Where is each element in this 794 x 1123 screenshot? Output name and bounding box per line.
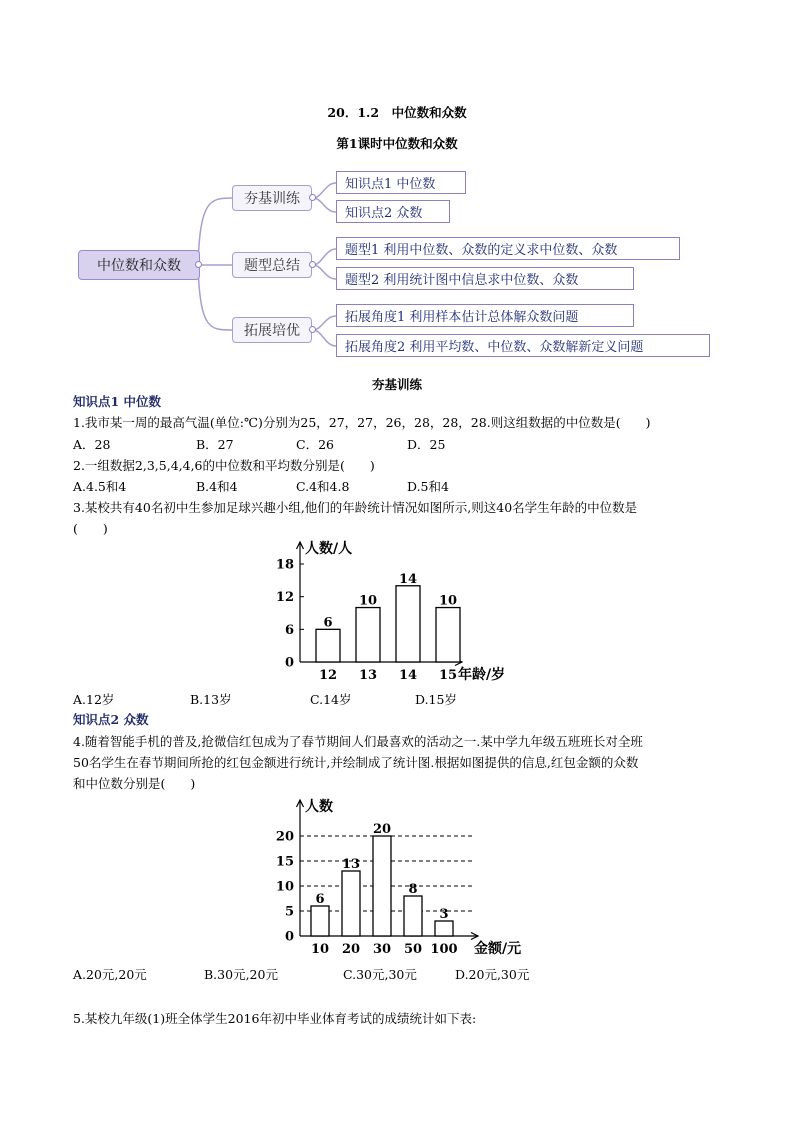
bar <box>356 608 380 662</box>
x-tick-label: 14 <box>398 668 418 683</box>
y-axis-label: 人数/人 <box>305 541 353 557</box>
y-tick-label: 20 <box>275 829 294 845</box>
branch-type-summary: 题型总结 <box>232 252 312 278</box>
q3-option-a[interactable]: A.12岁 <box>73 692 115 707</box>
x-tick-label: 15 <box>438 668 458 683</box>
x-tick-label: 50 <box>403 942 423 957</box>
y-tick-label: 18 <box>275 557 294 573</box>
q2-option-c[interactable]: C.4和4.8 <box>296 479 350 494</box>
y-tick-label: 0 <box>284 929 294 945</box>
x-tick-label: 10 <box>310 942 330 957</box>
bar-value-label: 10 <box>438 593 458 609</box>
q4-option-a[interactable]: A.20元,20元 <box>73 967 147 982</box>
x-axis-label: 年龄/岁 <box>458 667 506 683</box>
bar-value-label: 14 <box>398 571 418 587</box>
x-tick-label: 12 <box>318 668 338 683</box>
question-1-stem: 1.我市某一周的最高气温(单位:℃)分别为25，27，27，26，28，28，28.则这组数据的中位数是( ) <box>73 415 651 430</box>
question-3-options <box>73 692 773 708</box>
x-tick-label: 30 <box>372 942 392 957</box>
page-subtitle: 第1课时中位数和众数 <box>336 136 458 151</box>
branch-connector-knob <box>309 194 316 201</box>
q2-option-b[interactable]: B.4和4 <box>196 479 238 494</box>
bar-value-label: 6 <box>315 892 325 907</box>
leaf-kp1: 知识点1 中位数 <box>336 171 466 194</box>
branch-connector-knob <box>309 326 316 333</box>
question-1-options <box>73 437 773 453</box>
y-tick-label: 12 <box>275 590 294 606</box>
x-axis-label: 金额/元 <box>474 941 522 957</box>
q3-option-b[interactable]: B.13岁 <box>190 692 232 707</box>
leaf-kp2: 知识点2 众数 <box>336 200 450 223</box>
bar <box>373 836 391 936</box>
y-tick-label: 15 <box>275 854 294 870</box>
question-5-stem: 5.某校九年级(1)班全体学生2016年初中毕业体育考试的成绩统计如下表: <box>73 1011 477 1026</box>
q3-option-c[interactable]: C.14岁 <box>310 692 352 707</box>
bar <box>435 921 453 936</box>
branch-connector-knob <box>309 261 316 268</box>
knowledge-point-2: 知识点2 众数 <box>73 712 149 727</box>
y-axis-label: 人数 <box>305 799 333 815</box>
bar <box>342 871 360 936</box>
q4-option-b[interactable]: B.30元,20元 <box>204 967 278 982</box>
question-2-stem: 2.一组数据2,3,5,4,4,6的中位数和平均数分别是( ) <box>73 458 375 473</box>
page-title: 20．1.2 中位数和众数 <box>327 105 467 120</box>
knowledge-point-1: 知识点1 中位数 <box>73 394 162 409</box>
bar-value-label: 10 <box>358 593 378 609</box>
question-4-stem: 4.随着智能手机的普及,抢微信红包成为了春节期间人们最喜欢的活动之一.某中学九年级五班班长对全班 <box>73 734 643 749</box>
bar <box>436 608 460 662</box>
q1-option-c[interactable]: C．26 <box>296 437 334 452</box>
y-tick-label: 10 <box>275 879 294 895</box>
leaf-type1: 题型1 利用中位数、众数的定义求中位数、众数 <box>336 237 680 260</box>
y-tick-label: 0 <box>284 655 294 671</box>
q1-option-b[interactable]: B．27 <box>196 437 234 452</box>
branch-extension: 拓展培优 <box>232 317 312 343</box>
age-bar-chart <box>270 538 530 688</box>
x-tick-label: 100 <box>430 942 458 957</box>
q1-option-a[interactable]: A．28 <box>73 437 111 452</box>
question-4-options <box>73 967 773 983</box>
bar-value-label: 20 <box>372 822 392 837</box>
branch-basic-training: 夯基训练 <box>232 185 312 211</box>
question-4-stem-cont2: 和中位数分别是( ) <box>73 776 196 791</box>
q4-option-d[interactable]: D.20元,30元 <box>455 967 530 982</box>
q4-option-c[interactable]: C.30元,30元 <box>343 967 417 982</box>
leaf-ext2: 拓展角度2 利用平均数、中位数、众数解新定义问题 <box>336 334 710 357</box>
bar <box>316 629 340 662</box>
red-packet-bar-chart <box>270 796 530 958</box>
bar-value-label: 3 <box>439 907 449 922</box>
question-4-stem-cont: 50名学生在春节期间所抢的红包金额进行统计,并绘制成了统计图.根据如图提供的信息,红包金额的众数 <box>73 755 639 770</box>
bar <box>311 906 329 936</box>
question-3-stem-cont: ( ) <box>73 521 108 536</box>
x-tick-label: 13 <box>358 668 378 683</box>
q1-option-d[interactable]: D．25 <box>407 437 446 452</box>
bar <box>396 586 420 662</box>
root-connector-knob <box>195 261 202 268</box>
bar <box>404 896 422 936</box>
q2-option-d[interactable]: D.5和4 <box>407 479 449 494</box>
mindmap-root: 中位数和众数 <box>78 250 200 280</box>
bar-value-label: 13 <box>341 857 361 872</box>
bar-value-label: 6 <box>323 615 333 631</box>
x-tick-label: 20 <box>341 942 361 957</box>
question-2-options <box>73 479 773 495</box>
leaf-type2: 题型2 利用统计图中信息求中位数、众数 <box>336 267 634 290</box>
bar-value-label: 8 <box>408 882 418 897</box>
leaf-ext1: 拓展角度1 利用样本估计总体解众数问题 <box>336 304 634 327</box>
q2-option-a[interactable]: A.4.5和4 <box>73 479 127 494</box>
q3-option-d[interactable]: D.15岁 <box>415 692 457 707</box>
y-tick-label: 5 <box>284 904 294 920</box>
y-tick-label: 6 <box>284 622 294 638</box>
question-3-stem: 3.某校共有40名初中生参加足球兴趣小组,他们的年龄统计情况如图所示,则这40名学生年龄的中位数是 <box>73 500 638 515</box>
section-title: 夯基训练 <box>371 377 422 392</box>
